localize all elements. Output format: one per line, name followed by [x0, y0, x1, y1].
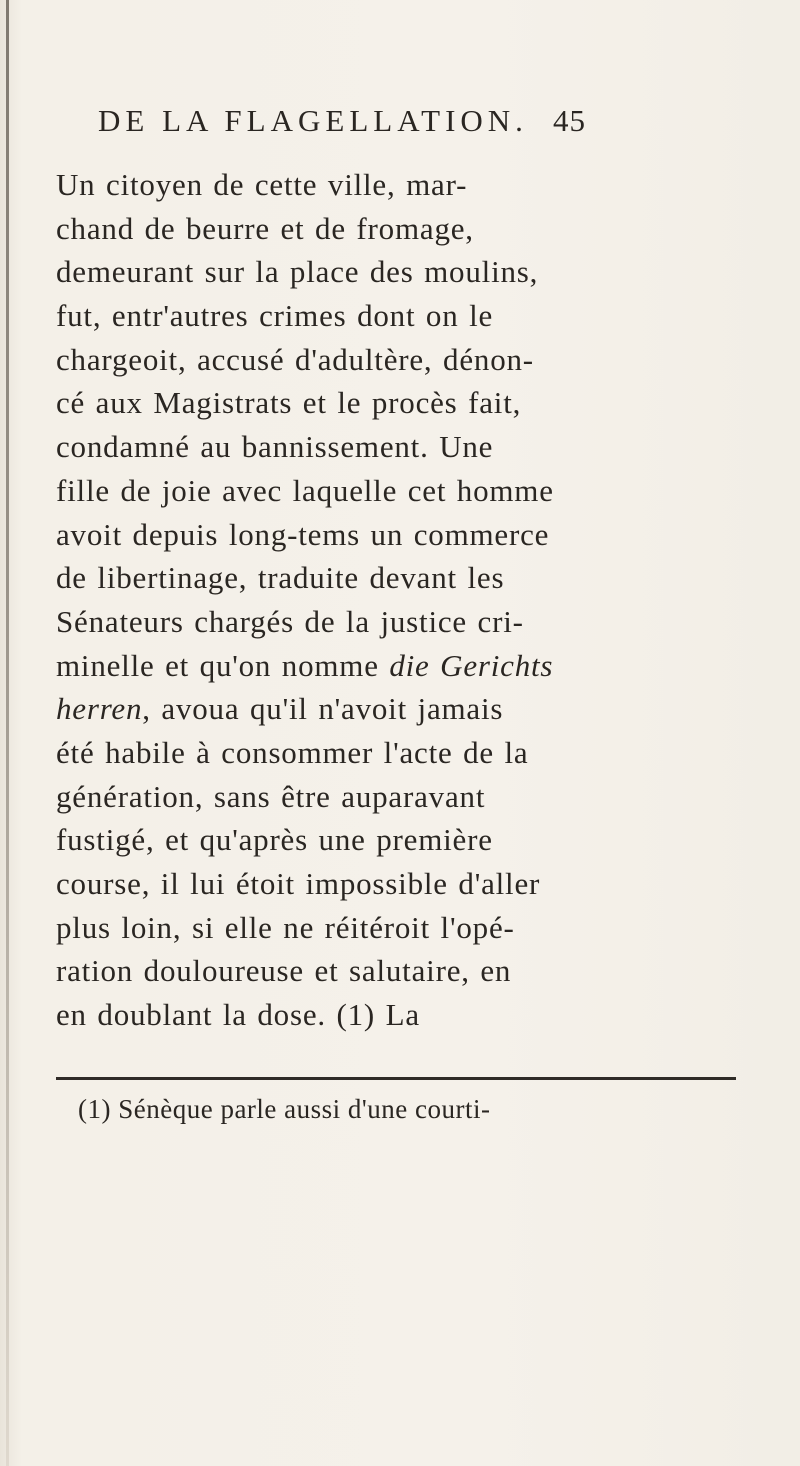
page-number: 45: [553, 103, 586, 138]
text-line-with-italic: [56, 644, 756, 688]
text-line: de libertinage, traduite devant les: [56, 560, 505, 596]
italic-phrase: die Gerichts: [389, 647, 554, 683]
italic-word: herren: [56, 691, 143, 727]
text-line: avoit depuis long-tems un commerce: [56, 516, 550, 552]
text-line: course, il lui étoit impossible d'aller: [56, 866, 541, 901]
text-line: chargeoit, accusé d'adultère, dénon-: [56, 341, 534, 377]
page-header: [98, 103, 698, 151]
text-line: ration douloureuse et salutaire, en: [56, 953, 512, 989]
text-fragment: , avoua qu'il n'avoit jamais: [142, 691, 504, 727]
text-fragment: minelle et qu'on nomme: [56, 647, 390, 683]
text-line: fut, entr'autres crimes dont on le: [56, 298, 494, 334]
text-line: été habile à consommer l'acte de la: [56, 734, 529, 770]
text-line-with-italic: [56, 687, 756, 731]
text-line: fille de joie avec laquelle cet homme: [56, 472, 554, 508]
footnote-divider: [56, 1077, 736, 1080]
text-line: plus loin, si elle ne réitéroit l'opé-: [56, 909, 515, 945]
text-line: en doublant la dose. (1) La: [56, 997, 420, 1033]
footnote: (1) Sénèque parle aussi d'une courti-: [78, 1094, 491, 1124]
text-line: cé aux Magistrats et le procès fait,: [56, 385, 522, 421]
text-line: demeurant sur la place des moulins,: [56, 254, 539, 290]
text-line: Sénateurs chargés de la justice cri-: [56, 603, 524, 639]
text-line: génération, sans être auparavant: [56, 778, 486, 814]
main-text: [56, 163, 756, 1037]
text-line: condamné au bannissement. Une: [56, 429, 494, 465]
running-title: DE LA FLAGELLATION.: [98, 103, 528, 138]
text-line: fustigé, et qu'après une première: [56, 822, 493, 858]
text-line: Un citoyen de cette ville, mar-: [56, 167, 468, 202]
text-line: chand de beurre et de fromage,: [56, 210, 474, 246]
page-gutter-shadow: [6, 0, 9, 1466]
